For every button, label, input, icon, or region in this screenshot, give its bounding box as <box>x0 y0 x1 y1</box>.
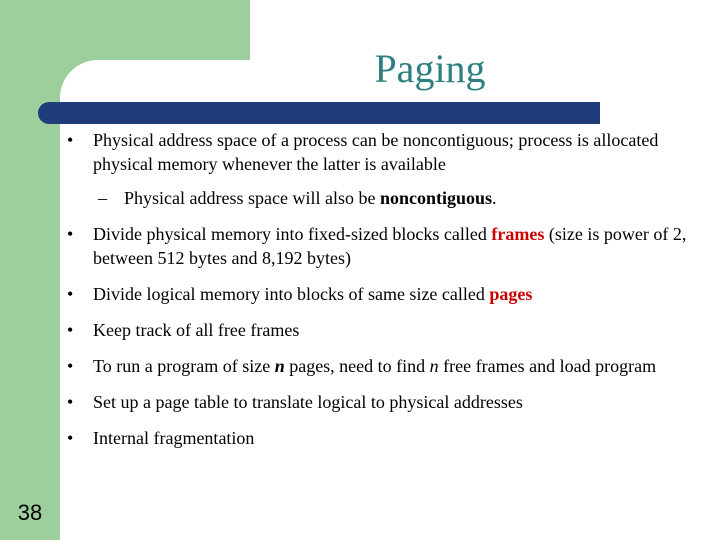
bullet-item <box>67 426 697 450</box>
bullet-dot: • <box>67 356 74 376</box>
slide-title: Paging <box>374 46 486 91</box>
bullet-text: Keep track of all free frames <box>93 320 300 340</box>
bullet-text: Divide physical memory into fixed-sized blocks called frames (size is power of 2, between 512 bytes and 8,192 bytes) <box>93 224 687 268</box>
bullet-dot: • <box>67 320 74 340</box>
bullet-list <box>67 128 697 450</box>
sub-bullet-item <box>67 186 697 210</box>
bullet-item <box>67 222 697 270</box>
page-number: 38 <box>17 500 43 525</box>
bullet-text: Divide logical memory into blocks of same size called pages <box>93 284 533 304</box>
sub-bullet-dash: – <box>98 188 107 208</box>
bullet-text: To run a program of size n pages, need to find n free frames and load program <box>93 356 657 376</box>
bullet-item <box>67 354 697 378</box>
bullet-item <box>67 282 697 306</box>
bullet-dot: • <box>67 392 74 412</box>
bullet-dot: • <box>67 428 74 448</box>
bullet-item <box>67 390 697 414</box>
bullet-text: Physical address space of a process can be noncontiguous; process is allocated physical memory whenever the latter is available <box>93 130 659 174</box>
bullet-dot: • <box>67 130 74 150</box>
bullet-item <box>67 128 697 176</box>
bullet-item <box>67 318 697 342</box>
bullet-text: Set up a page table to translate logical to physical addresses <box>93 392 523 412</box>
bullet-dot: • <box>67 284 74 304</box>
title-underline-bar <box>38 102 600 124</box>
bullet-text: Internal fragmentation <box>93 428 255 448</box>
sub-bullet-text: Physical address space will also be noncontiguous. <box>124 188 497 208</box>
bullet-dot: • <box>67 224 74 244</box>
